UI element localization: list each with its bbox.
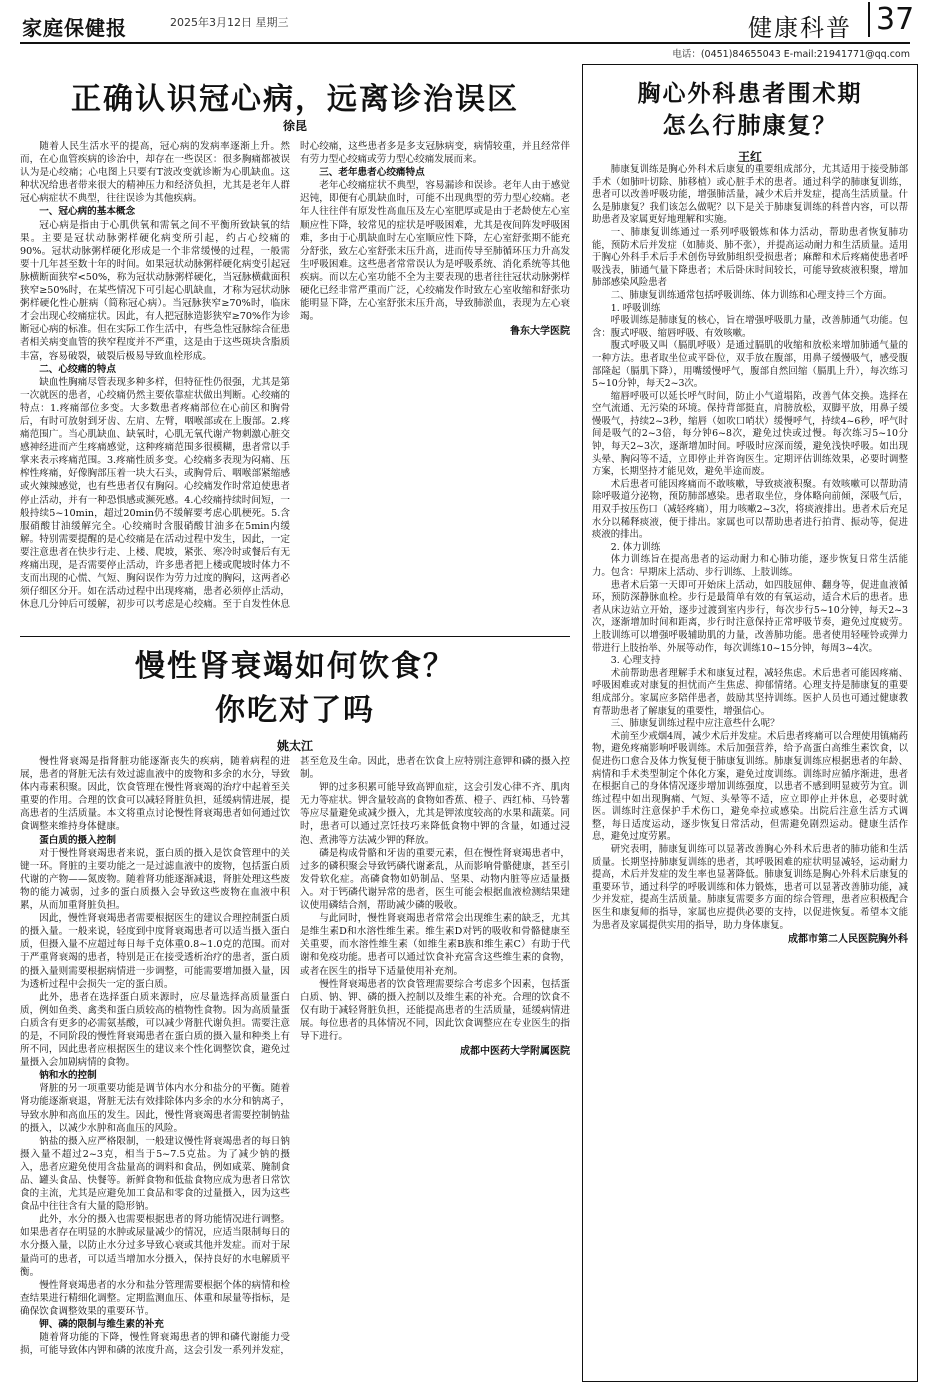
paragraph: 缺血性胸痛尽管表现多种多样，但特征性仍很强，尤其是第一次就医的患者，心绞痛仍然主要依靠症状做出判断。心绞痛的特点：1.疼痛部位多变。大多数患者疼痛部位在心前区和胸骨后，有时可放射到牙齿、左肩、左臂，咽喉部或在上腹部。2.疼痛范围广。当心肌缺血、缺氧时，心肌无氧代谢产物刺激心脏交感神经进而产生疼痛感觉，这种疼痛范围多很模糊，患者常以手掌来表示疼痛范围。3.疼痛性质多变。心绞痛多表现为闷痛、压榨性疼痛，好像胸部压着一块大石头，或胸骨后、咽喉部紧缩感或火辣辣感觉，也有些患者仅有胸闷。心绞痛发作时常迫使患者停止活动，并有一种恐惧感或濒死感。4.心绞痛持续时间短，一般持续5~10min，超过20min仍不缓解要考虑心肌梗死。5.含服硝酸甘油缓解完全。心绞痛时含服硝酸甘油多在5min内缓解。特别需要提醒的是心绞痛是在活动过程中发生，因此，一定要注意患者在快步行走、上楼、爬坡，紧张、寒冷时或餐后有无疼痛出现，是否需要停止活动，许多患者把上楼或爬坡时体力不支而出现的心慌、气短、胸闷误作为劳力过度的胸闷，这两者必须仔细区分开。如在活动过程中出现疼痛，患者必须停止活动，休息几分钟后可缓解，初步可以考虑是心绞痛。至于自发性休息时心绞痛，这些患者多是多支冠脉病变，病情较重，并且经常伴有劳力型心绞痛或劳力型心绞痛发展而来。	[20, 141, 570, 611]
date-text: 2025年3月12日	[170, 16, 252, 29]
masthead-rule	[20, 42, 910, 44]
paragraph: 1. 呼吸训练	[610, 302, 661, 314]
article1-body	[20, 140, 570, 630]
paper-name: 家庭保健报	[22, 16, 127, 40]
paragraph: 研究表明，肺康复训练可以显著改善胸心外科术后患者的肺功能和生活质量。长期坚持肺康复训练的患者，其呼吸困难的症状明显减轻，运动耐力提高，术后并发症的发生率也显著降低。肺康复训练是胸心外科术后康复的重要环节，通过科学的呼吸训练和体力锻炼，患者可以显著改善肺功能，减少并发症，提高生活质量。肺康复需要多方面的综合管理，患者应积极配合医生和康复师的指导，家属也应提供必要的支持，以促进恢复。希望本文能为患者及家属提供实用的指导，助力身体康复。	[592, 844, 908, 931]
subheading: 蛋白质的摄入控制	[39, 834, 116, 846]
article2-title-line2: 你吃对了吗	[215, 693, 375, 728]
paragraph: 术前帮助患者理解手术和康复过程，减轻焦虑。术后患者可能因疼痛、呼吸困难或对康复的担忧而产生焦虑、抑郁情绪。心理支持是肺康复的重要组成部分。家属应多陪伴患者，鼓励其坚持训练。医护人员也可通过健康教育帮助患者了解康复的重要性，增强信心。	[592, 667, 908, 717]
article2-author: 姚太江	[276, 739, 313, 753]
affiliation: 成都市第二人民医院胸外科	[788, 934, 908, 946]
article-divider	[20, 636, 570, 637]
paragraph: 术后患者可能因疼痛而不敢咳嗽，导致痰液积聚。有效咳嗽可以帮助清除呼吸道分泌物，预防肺部感染。患者取坐位，身体略向前倾，深吸气后，用双手按压伤口（减轻疼痛），用力咳嗽2~3次，将痰液排出。患者术后充足水分以稀释痰液，便于排出。家属也可以帮助患者进行拍背、振动等，促进痰液的排出。	[592, 478, 908, 541]
paragraph: 此外，水分的摄入也需要根据患者的肾功能情况进行调整。如果患者存在明显的水肿或尿量减少的情况，应适当限制每日的水分摄入量，以防止水分过多导致心衰或其他并发症。而对于尿量尚可的患者，可以适当增加水分摄入，保持良好的水电解质平衡。	[20, 1214, 290, 1278]
paragraph: 随着人民生活水平的提高，冠心病的发病率逐渐上升。然而，在心血管疾病的诊治中，却存在一些误区：很多胸痛都被误认为是心绞痛；心电图上只要有T波改变就诊断为心肌缺血。这种状况给患者带来很大的精神压力和经济负担，尤其是老年人群冠心病症状不典型，往往误诊为其他疾病。	[20, 141, 290, 205]
paragraph: 冠心病是指由于心肌供氧和需氧之间不平衡所致缺氧的结果。主要是冠状动脉粥样硬化病变所引起，约占心绞痛的90%。冠状动脉粥样硬化形成是一个非常缓慢的过程，一般需要十几年甚至数十年的时间。如果冠状动脉粥样硬化病变引起冠脉横断面狭窄<50%，称为冠状动脉粥样硬化，当冠脉横截面积狭窄≥50%时，在某些情况下可引起心肌缺血，才称为冠状动脉粥样硬化性心脏病（简称冠心病）。当冠脉狭窄≥70%时，临床才会出现心绞痛症状。因此，有人把冠脉造影狭窄≥70%作为诊断冠心病的标准。但在实际工作生活中，有些急性冠脉综合征患者相关病变血管的狭窄程度并不严重，这是由于这些斑块含脂质丰富，容易破裂，破裂后极易导致血栓形成。	[20, 219, 290, 362]
article2-body	[20, 755, 570, 1375]
paragraph: 因此，慢性肾衰竭患者需要根据医生的建议合理控制蛋白质的摄入量。一般来说，轻度到中度肾衰竭患者可以适当摄入蛋白质，但摄入量不应超过每日每千克体重0.8~1.0克的范围。而对于严重肾衰竭的患者，特别是正在接受透析治疗的患者，蛋白质的摄入量则需要根据病情进一步调整，可能需要增加摄入量，因为透析过程中会损失一定的蛋白质。	[20, 913, 290, 990]
paragraph: 钠盐的摄入应严格限制，一般建议慢性肾衰竭患者的每日钠摄入量不超过2~3克，相当于5~7.5克盐。为了减少钠的摄入，患者应避免使用含盐量高的调料和食品，例如咸菜、腌制食品、罐头食品、快餐等。新鲜食物和低盐食物应成为患者日常饮食的主流，尤其是应避免加工食品和零食的过量摄入，因为这些食品中往往含有大量的隐形钠。	[20, 1135, 290, 1213]
article3-title-line2: 怎么行肺康复？	[662, 112, 838, 139]
affiliation: 成都中医药大学附属医院	[460, 1046, 570, 1058]
paragraph: 二、肺康复训练通常包括呼吸训练、体力训练和心理支持三个方面。	[610, 289, 893, 301]
subheading: 三、老年患者心绞痛特点	[319, 167, 425, 179]
contact-line: 电话：(0451)84655043 E-mail:21941771@qq.com	[672, 49, 910, 60]
subheading: 二、心绞痛的特点	[39, 363, 116, 375]
paragraph: 随着肾功能的下降，慢性肾衰竭患者的钾和磷代谢能力受损，可能导致体内钾和磷的浓度升高，这会引发一系列并发症，甚至危及生命。因此，患者在饮食上应特别注意钾和磷的摄入控制。	[20, 756, 570, 1357]
article1-author: 徐昆	[282, 119, 307, 133]
issue-date	[170, 14, 289, 30]
paragraph: 缩唇呼吸可以延长呼气时间，防止小气道塌陷，改善气体交换。选择在空气流通、无污染的环境。保持背部挺直，肩膀放松，双脚平放，用鼻子缓慢吸气，持续2~3秒，缩唇（如吹口哨状）缓慢呼气，持续4~6秒，呼气时间是吸气的2~3倍，每分钟6~8次，避免过快或过慢。每次练习5~10分钟，每天2~3次，逐渐增加时间。呼吸时应深而缓，避免浅快呼吸。如出现头晕、胸闷等不适，立即停止并咨询医生。定期评估训练效果，必要时调整方案，长期坚持才能见效，避免半途而废。	[592, 390, 908, 478]
subheading: 钾、磷的限制与维生素的补充	[39, 1319, 164, 1331]
paragraph: 肾脏的另一项重要功能是调节体内水分和盐分的平衡。随着肾功能逐渐衰退，肾脏无法有效排除体内多余的水分和钠离子，导致水肿和高血压的发生。因此，慢性肾衰竭患者需要控制钠盐的摄入，以减少水肿和高血压的风险。	[20, 1083, 290, 1134]
section-title: 健康科普	[748, 14, 852, 42]
paragraph: 患者术后第一天即可开始床上活动，如四肢屈伸、翻身等，促进血液循环，预防深静脉血栓。步行是最简单有效的有氧运动，适合术后的患者。患者从床边站立开始，逐步过渡到室内步行，每次步行5~10分钟，每天2~3次，逐渐增加时间和距离，步行时注意保持正常呼吸节奏，避免过度疲劳。上肢训练可以增强呼吸辅助肌的力量，改善肺功能。患者使用轻哑铃或弹力带进行上肢抬举、外展等动作，每次训练10~15分钟，每周3~4次。	[592, 579, 908, 654]
paragraph: 3. 心理支持	[610, 655, 661, 667]
paragraph: 三、肺康复训练过程中应注意些什么呢？	[610, 718, 780, 730]
article3-title-line1: 胸心外科患者围术期	[637, 80, 863, 107]
masthead	[0, 0, 930, 60]
article3-title	[590, 78, 910, 142]
subheading: 一、冠心病的基本概念	[39, 206, 136, 218]
paragraph: 慢性肾衰竭患者的水分和盐分管理需要根据个体的病情和检查结果进行精细化调整。定期监测血压、体重和尿量等指标，是确保饮食调整效果的重要环节。	[20, 1279, 290, 1317]
paragraph: 磷是构成骨骼和牙齿的重要元素，但在慢性肾衰竭患者中，过多的磷积聚会导致钙磷代谢紊乱，从而影响骨骼健康，甚至引发骨软化症。高磷食物如奶制品、坚果、动物内脏等应适量摄入。对于钙磷代谢异常的患者，医生可能会根据血液检测结果建议使用磷结合剂，帮助减少磷的吸收。	[300, 847, 570, 912]
paragraph: 2. 体力训练	[610, 541, 661, 553]
paragraph: 老年心绞痛症状不典型，容易漏诊和误诊。老年人由于感觉迟钝，即便有心肌缺血时，可能不出现典型的劳力型心绞痛。老年人往往伴有原发性高血压及左心室肥厚或是由于老龄使左心室顺应性下降，较常见的症状是呼吸困难，尤其是夜间阵发呼吸困难，多由于心肌缺血时左心室顺应性下降，左心室舒张期不能充分舒张，致左心室舒张末压升高，进而传导至肺循环压力升高发生呼吸困难。这些患者常常误认为是呼吸系统、消化系统等其他疾病。而以左心室功能不全为主要表现的患者往往冠状动脉粥样硬化已经非常严重而广泛，心绞痛发作时致左心室收缩和舒张功能明显下降，左心室舒张末压升高，导致肺淤血，表现为左心衰竭。	[300, 180, 570, 323]
paragraph: 与此同时，慢性肾衰竭患者常常会出现维生素的缺乏，尤其是维生素D和水溶性维生素。维生素D对钙的吸收和骨骼健康至关重要，而水溶性维生素（如维生素B族和维生素C）有助于代谢和免疫功能。患者可以通过饮食补充富含这些维生素的食物，或者在医生的指导下适量使用补充剂。	[300, 913, 570, 977]
article2-title	[20, 645, 570, 733]
paragraph: 术前至少戒烟4周，减少术后并发症。术后患者疼痛可以合理使用镇痛药物，避免疼痛影响呼吸训练。术后加强营养，给予高蛋白高维生素饮食，以促进伤口愈合及体力恢复便于肺康复训练。肺康复训练应根据患者的年龄、病情和手术类型制定个体化方案，避免过度训练。训练时应循序渐进，患者在根据自己的身体情况逐步增加训练强度，以患者不感到明显疲劳为宜。训练过程中如出现胸痛、气短、头晕等不适，应立即停止并休息，必要时就医。训练时注意保护手术伤口，避免牵拉或感染。出院后注意生活方式调整，每日适度运动，逐步恢复日常活动，但需避免剧烈运动。健康生活作息，避免过度劳累。	[592, 730, 908, 843]
article1-title: 正确认识冠心病，远离诊治误区	[71, 82, 519, 117]
subheading: 钠和水的控制	[39, 1070, 97, 1082]
paragraph: 呼吸训练是肺康复的核心，旨在增强呼吸肌力量，改善肺通气功能。包含：腹式呼吸、缩唇呼吸、有效咳嗽。	[592, 315, 908, 339]
article3-body	[592, 164, 908, 1372]
paragraph: 此外，患者在选择蛋白质来源时，应尽量选择高质量蛋白质，例如鱼类、禽类和蛋白质较高的植物性食物。因为高质量蛋白质含有更多的必需氨基酸，可以减少肾脏代谢负担。需要注意的是，不同阶段的慢性肾衰竭患者在蛋白质的摄入量和种类上有所不同，因此患者应根据医生的建议来个性化调整饮食，避免过量摄入会加剧病情的食物。	[20, 991, 290, 1069]
weekday-text: 星期三	[255, 16, 289, 29]
article3-author: 王红	[737, 150, 762, 164]
paragraph: 慢性肾衰竭是指肾脏功能逐渐丧失的疾病，随着病程的进展，患者的肾脏无法有效过滤血液中的废物和多余的水分，导致体内毒素积聚。因此，饮食管理在慢性肾衰竭的治疗中起着至关重要的作用。合理的饮食可以减轻肾脏负担，延缓病情进展，提高患者的生活质量。本文将重点讨论慢性肾衰竭患者如何通过饮食调整来维持身体健康。	[20, 756, 290, 833]
paragraph: 肺康复训练是胸心外科术后康复的重要组成部分，尤其适用于接受肺部手术（如肺叶切除、肺移植）或心脏手术的患者。通过科学的肺康复训练，患者可以改善呼吸功能，增强肺活量，减少术后并发症，提高生活质量。什么是肺康复？我们该怎么做呢？以下是关于肺康复训练的科普内容，可以帮助患者及家属更好地理解和实施。	[592, 164, 908, 226]
paragraph: 体力训练旨在提高患者的运动耐力和心肺功能，逐步恢复日常生活能力。包含：早期床上活动、步行训练、上肢训练。	[592, 554, 908, 578]
page-number: 37	[868, 2, 914, 37]
paragraph: 钾的过多积累可能导致高钾血症，这会引发心律不齐、肌肉无力等症状。钾含量较高的食物如香蕉、橙子、西红柿、马铃薯等应尽量避免或减少摄入，尤其是钾浓度较高的水果和蔬菜。同时，患者可以通过烹饪技巧来降低食物中钾的含量，如通过浸泡、煮沸等方法减少钾的释放。	[300, 782, 570, 846]
paragraph: 对于慢性肾衰竭患者来说，蛋白质的摄入是饮食管理中的关键一环。肾脏的主要功能之一是过滤血液中的废物，包括蛋白质代谢的产物——氮废物。随着肾功能逐渐减退，肾脏处理这些废物的能力减弱，过多的蛋白质摄入会导致这些废物在血液中积累，从而加重肾脏负担。	[20, 847, 290, 912]
paragraph: 一、肺康复训练通过一系列呼吸锻炼和体力活动，帮助患者恢复肺功能，预防术后并发症（如肺炎、肺不张），并提高运动耐力和生活质量。适用于胸心外科手术后手术创伤导致肺组织受损患者；麻醉和术后疼痛使患者呼吸浅表，肺通气量下降患者；术后卧床时间较长，可能导致痰液积聚，增加肺部感染风险患者	[592, 226, 908, 289]
affiliation: 鲁东大学医院	[510, 326, 570, 338]
article2-title-line1: 慢性肾衰竭如何饮食？	[135, 649, 455, 684]
paragraph: 腹式呼吸又叫（膈肌呼吸）是通过膈肌的收缩和放松来增加肺通气量的一种方法。患者取坐位或平卧位，双手放在腹部，用鼻子缓慢吸气，感受腹部隆起（膈肌下降），用嘴缓慢呼气，腹部自然回缩（膈肌上升），每次练习5~10分钟，每天2~3次。	[592, 340, 908, 390]
paragraph: 慢性肾衰竭患者的饮食管理需要综合考虑多个因素，包括蛋白质、钠、钾、磷的摄入控制以及维生素的补充。合理的饮食不仅有助于减轻肾脏负担，还能提高患者的生活质量，延缓病情进展。每位患者的具体情况不同，因此饮食调整应在专业医生的指导下进行。	[300, 978, 570, 1042]
